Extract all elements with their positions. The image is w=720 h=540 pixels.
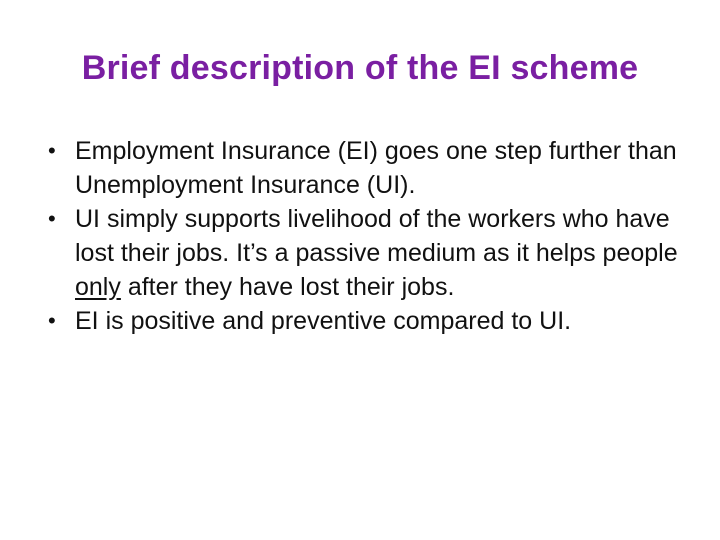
bullet-text: Employment Insurance (EI) goes one step further than Unemployment Insurance (UI). <box>75 137 677 199</box>
bullet-point-icon: • <box>48 308 56 333</box>
bullet-item <box>48 134 688 202</box>
bullet-text-before-underline: UI simply supports livelihood of the workers who have lost their jobs. It’s a passive medium as it helps people <box>75 205 678 267</box>
bullet-text-after-underline: after they have lost their jobs. <box>120 273 455 301</box>
underlined-word: only <box>75 273 121 301</box>
bullet-point-icon: • <box>48 138 56 163</box>
bullet-list <box>48 134 688 338</box>
bullet-item <box>48 202 688 304</box>
bullet-item <box>48 304 688 338</box>
slide-title: Brief description of the EI scheme <box>81 49 639 87</box>
bullet-point-icon: • <box>48 206 56 231</box>
bullet-text: EI is positive and preventive compared to UI. <box>75 307 572 335</box>
